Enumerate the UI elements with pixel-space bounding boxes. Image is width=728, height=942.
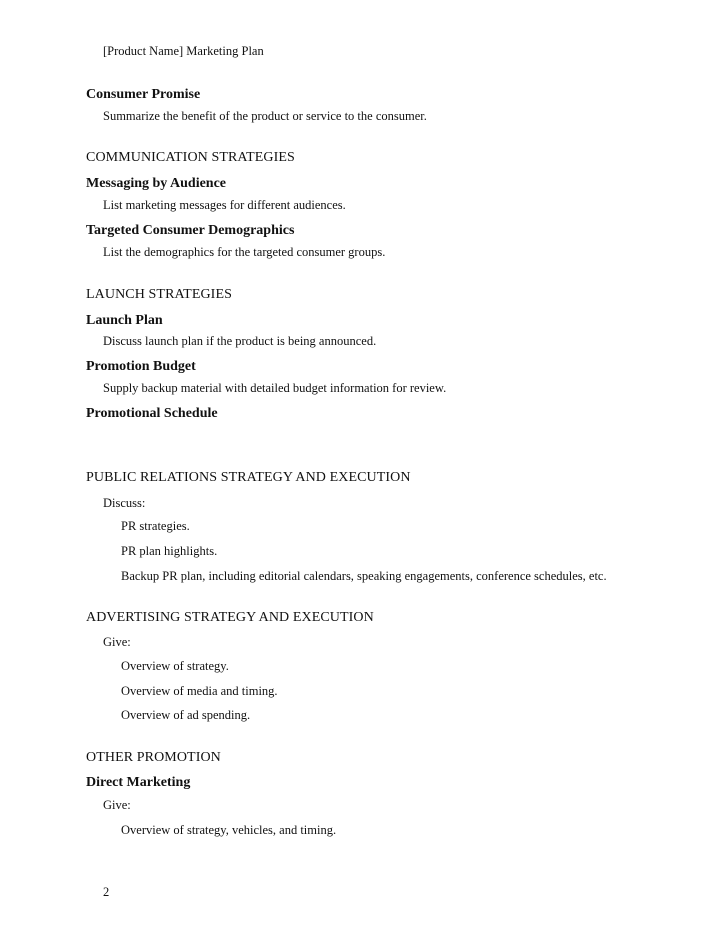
- heading-promotional-schedule: Promotional Schedule: [86, 406, 218, 421]
- heading-direct-marketing: Direct Marketing: [86, 775, 191, 790]
- text-pr-intro: Discuss:: [103, 496, 146, 510]
- section-title-other-promotion: OTHER PROMOTION: [86, 750, 221, 765]
- heading-promotion-budget: Promotion Budget: [86, 359, 196, 374]
- list-item-direct-marketing: Overview of strategy, vehicles, and timing.: [121, 823, 337, 837]
- section-title-launch-strategies: LAUNCH STRATEGIES: [86, 287, 232, 302]
- text-consumer-promise: Summarize the benefit of the product or service to the consumer.: [103, 109, 427, 123]
- list-item-advertising: Overview of ad spending.: [121, 708, 251, 722]
- list-item-advertising: Overview of media and timing.: [121, 684, 278, 698]
- text-targeted-demographics: List the demographics for the targeted consumer groups.: [103, 245, 386, 259]
- section-title-advertising: ADVERTISING STRATEGY AND EXECUTION: [86, 610, 374, 625]
- text-advertising-intro: Give:: [103, 635, 131, 649]
- heading-targeted-demographics: Targeted Consumer Demographics: [86, 223, 295, 238]
- text-messaging-by-audience: List marketing messages for different audiences.: [103, 198, 346, 212]
- list-item-pr: PR plan highlights.: [121, 544, 218, 558]
- heading-consumer-promise: Consumer Promise: [86, 87, 201, 102]
- page-header: [Product Name] Marketing Plan: [103, 44, 264, 58]
- heading-launch-plan: Launch Plan: [86, 313, 163, 328]
- text-promotion-budget: Supply backup material with detailed budget information for review.: [103, 381, 447, 395]
- text-launch-plan: Discuss launch plan if the product is being announced.: [103, 334, 377, 348]
- list-item-advertising: Overview of strategy.: [121, 659, 229, 673]
- list-item-pr: PR strategies.: [121, 519, 190, 533]
- section-title-public-relations: PUBLIC RELATIONS STRATEGY AND EXECUTION: [86, 470, 411, 485]
- section-title-communication-strategies: COMMUNICATION STRATEGIES: [86, 150, 295, 165]
- list-item-pr: Backup PR plan, including editorial calendars, speaking engagements, conference schedules, etc.: [121, 569, 607, 583]
- heading-messaging-by-audience: Messaging by Audience: [86, 176, 227, 191]
- page-number: 2: [103, 885, 110, 899]
- text-direct-marketing-intro: Give:: [103, 798, 131, 812]
